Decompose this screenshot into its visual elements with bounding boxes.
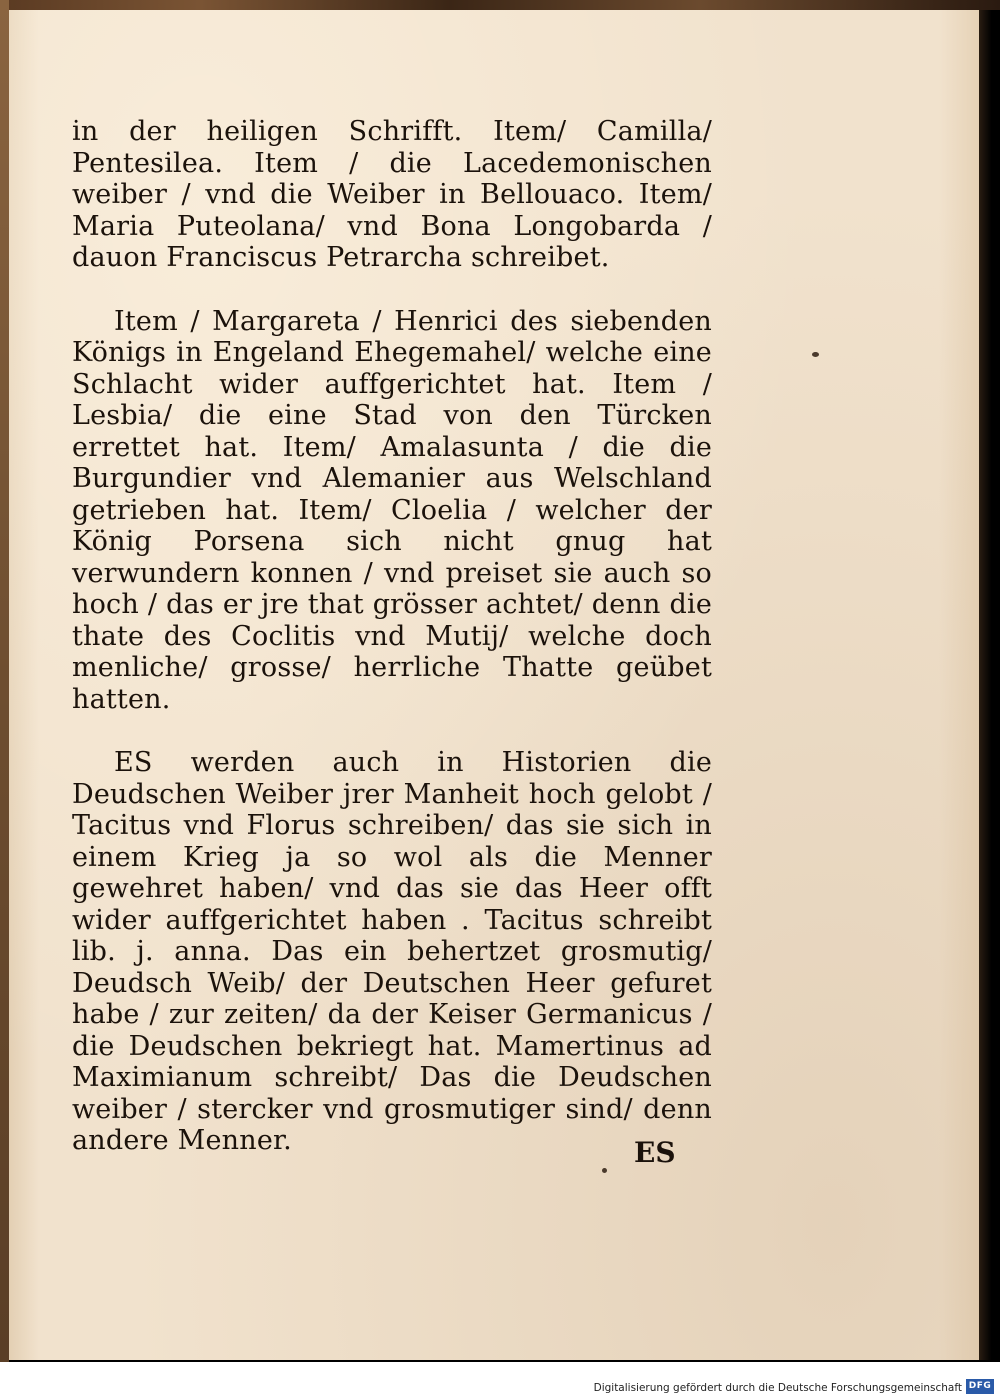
catchword: ES [634,1136,676,1169]
footer-bar [0,1362,1000,1400]
paragraph-1-text: in der heiligen Schrifft. Item/ Camilla/ Pentesilea. Item / die Lacedemonischen weiber / vnd die Weiber in Bellouaco. Item/ Maria Puteolana/ vnd Bona Longobarda / dauon Franciscus Petrarcha schreibet. [72,116,712,273]
book-spine-edge [0,0,9,1362]
paragraph-2 [72,306,712,716]
paragraph-3-text: ES werden auch in Historien die Deudschen Weiber jrer Manheit hoch gelobt / Tacitus vnd Florus schreiben/ das sie sich in einem Krieg ja so wol als die Menner gewehret haben/ vnd das sie das Heer offt wider auffgerichtet haben . Tacitus schreibt lib. j. anna. Das ein behertzet grosmutig/ Deudsch Weib/ der Deutschen Heer gefuret habe / zur zeiten/ da der Keiser Germanicus / die Deudschen bekriegt hat. Mamertinus ad Maximianum schreibt/ Das die Deudschen weiber / stercker vnd grosmutiger sind/ denn andere Menner. [72,747,712,1156]
dfg-logo-icon: DFG [966,1379,994,1394]
paragraph-3 [72,747,712,1157]
digitization-credit: Digitalisierung gefördert durch die Deutsche Forschungsgemeinschaft [593,1382,962,1394]
ink-speck [812,352,819,357]
right-gutter-shadow [979,10,1000,1360]
paragraph-2-text: Item / Margareta / Henrici des siebenden Königs in Engeland Ehegemahel/ welche eine Schlacht wider auffgerichtet hat. Item / Lesbia/ die eine Stad von den Türcken errettet hat. Item/ Amalasunta / die die Burgundier vnd Alemanier aus Welschland getrieben hat. Item/ Cloelia / welcher der König Porsena sich nicht gnug hat verwundern konnen / vnd preiset sie auch so hoch / das er jre that grösser achtet/ denn die thate des Coclitis vnd Mutij/ welche doch menliche/ grosse/ herrliche Thatte geübet hatten. [72,305,712,715]
body-text [72,116,712,1157]
paragraph-1 [72,116,712,274]
ink-speck [602,1168,607,1173]
